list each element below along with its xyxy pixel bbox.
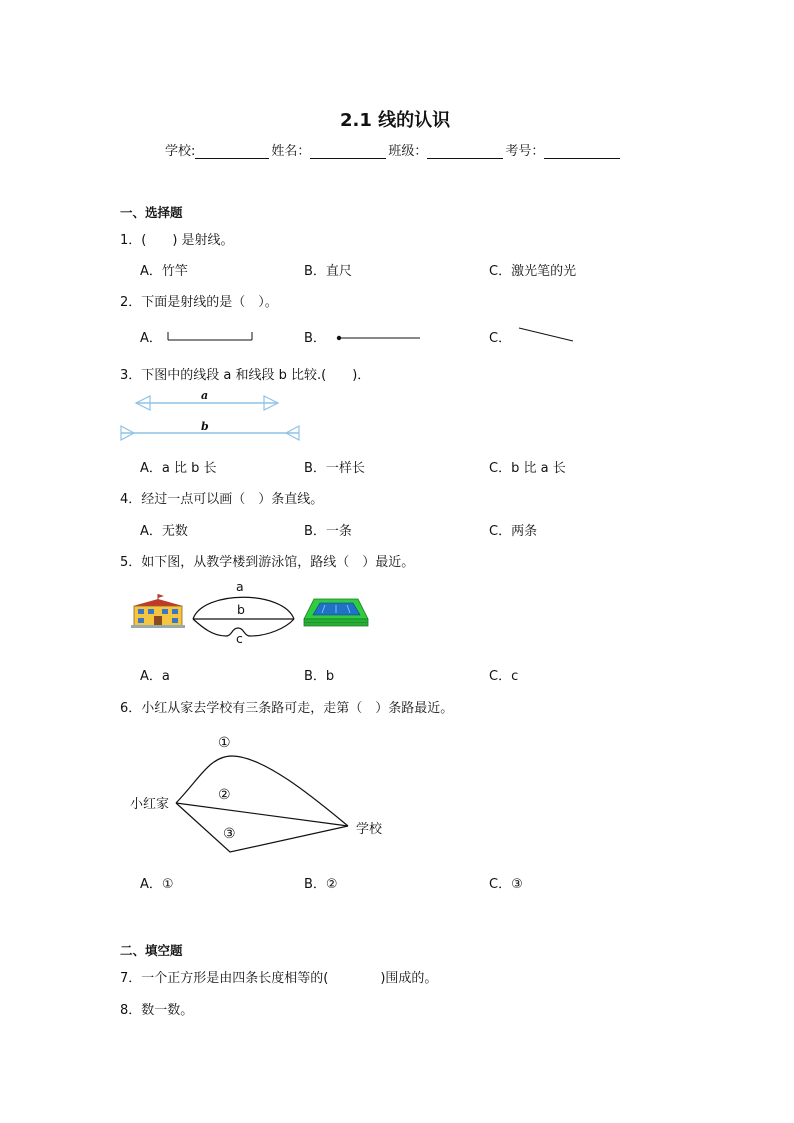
- q2-line-figure: [517, 326, 577, 344]
- q2-option-c[interactable]: C．: [489, 331, 512, 346]
- exam-number-label: 考号：: [505, 144, 545, 159]
- home-label: 小红家: [130, 797, 170, 812]
- q5-option-b[interactable]: B．b: [304, 669, 335, 684]
- q5-option-c[interactable]: C．c: [489, 669, 519, 684]
- q4-option-a[interactable]: A．无数: [140, 524, 188, 539]
- question-2-stem: 2．下面是射线的是（ ）。: [120, 295, 278, 310]
- q1-option-a[interactable]: A．竹竿: [140, 264, 188, 279]
- school-building-icon: [131, 594, 185, 628]
- q6-option-c[interactable]: C．③: [489, 877, 523, 892]
- school-label: 学校: [356, 822, 383, 837]
- q4-option-b[interactable]: B．一条: [304, 524, 352, 539]
- question-3-stem: 3．下图中的线段 a 和线段 b 比较.( )．: [120, 368, 371, 383]
- q3-label-a: a: [201, 389, 209, 402]
- question-8-stem: 8．数一数。: [120, 1003, 194, 1018]
- swimming-pool-icon: [300, 597, 370, 629]
- q3-option-b[interactable]: B．一样长: [304, 461, 365, 476]
- exam-number-blank[interactable]: [544, 144, 620, 159]
- question-7-stem: 7．一个正方形是由四条长度相等的( )围成的。: [120, 971, 438, 986]
- section-fill-heading: 二、填空题: [120, 943, 183, 958]
- q3-option-a[interactable]: A．a 比 b 长: [140, 461, 217, 476]
- q3-segments-figure: [120, 388, 305, 444]
- q2-segment-figure: [166, 330, 256, 342]
- q6-option-b[interactable]: B．②: [304, 877, 338, 892]
- route-2-label: ②: [218, 787, 231, 803]
- q6-routes-figure: [170, 748, 355, 858]
- q5-route-label-c: c: [236, 631, 243, 646]
- class-blank[interactable]: [427, 144, 503, 159]
- q5-route-label-b: b: [237, 602, 245, 617]
- q6-option-a[interactable]: A．①: [140, 877, 174, 892]
- route-3-label: ③: [223, 826, 236, 842]
- route-1-label: ①: [218, 735, 231, 751]
- q5-route-label-a: a: [236, 579, 244, 594]
- q3-option-c[interactable]: C．b 比 a 长: [489, 461, 566, 476]
- q2-option-b[interactable]: B．: [304, 331, 326, 346]
- name-label: 姓名：: [271, 144, 311, 159]
- section-choice-heading: 一、选择题: [120, 205, 183, 220]
- q1-option-c[interactable]: C．激光笔的光: [489, 264, 577, 279]
- question-5-stem: 5．如下图，从教学楼到游泳馆，路线（ ）最近。: [120, 555, 415, 570]
- student-info-row: [165, 140, 622, 159]
- q3-label-b: b: [201, 420, 209, 433]
- question-4-stem: 4．经过一点可以画（ ）条直线。: [120, 492, 324, 507]
- q2-ray-figure: [336, 333, 422, 343]
- q5-option-a[interactable]: A．a: [140, 669, 170, 684]
- school-label: 学校:: [165, 144, 196, 159]
- name-blank[interactable]: [310, 144, 386, 159]
- q1-option-b[interactable]: B．直尺: [304, 264, 352, 279]
- page-title: 2.1 线的认识: [340, 110, 451, 131]
- class-label: 班级：: [388, 144, 428, 159]
- question-6-stem: 6．小红从家去学校有三条路可走，走第（ ）条路最近。: [120, 701, 454, 716]
- q2-option-a[interactable]: A．: [140, 331, 162, 346]
- question-1-stem: 1．( ) 是射线。: [120, 233, 234, 248]
- q4-option-c[interactable]: C．两条: [489, 524, 538, 539]
- school-blank[interactable]: [195, 144, 269, 159]
